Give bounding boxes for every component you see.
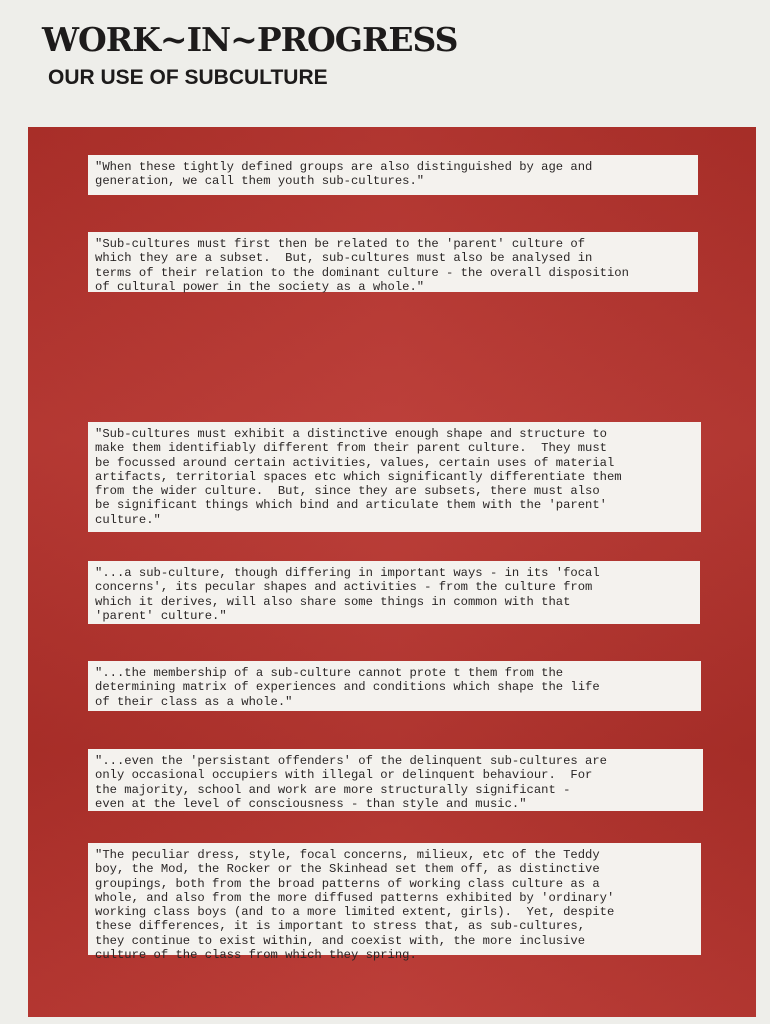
quote-card: "The peculiar dress, style, focal concerns, milieux, etc of the Teddy boy, the Mod, the Rocker or the Skinhead set them off, as distinctive groupings, both from the broad patterns of working class culture as a whole, and also from the more diffused patterns exhibited by 'ordinary' working class boys (and to a more limited extent, girls). Yet, despite these differences, it is important to stress that, as sub-cultures, they continue to exist within, and coexist with, the more inclusive culture of the class from which they spring.: [88, 843, 701, 955]
quote-card: "Sub-cultures must exhibit a distinctive enough shape and structure to make them identifiably different from their parent culture. They must be focussed around certain activities, values, certain uses of material artifacts, territorial spaces etc which significantly differentiate them from the wider culture. But, since they are subsets, there must also be significant things which bind and articulate them with the 'parent' culture.": [88, 422, 701, 532]
quote-card: "When these tightly defined groups are also distinguished by age and generation, we call them youth sub-cultures.": [88, 155, 698, 195]
quote-card: "...even the 'persistant offenders' of the delinquent sub-cultures are only occasional occupiers with illegal or delinquent behaviour. For the majority, school and work are more structurally significant - even at the level of consciousness - than style and music.": [88, 749, 703, 811]
quote-card: "Sub-cultures must first then be related to the 'parent' culture of which they are a subset. But, sub-cultures must also be analysed in terms of their relation to the dominant culture - the overall disposition of cultural power in the society as a whole.": [88, 232, 698, 292]
poster-title: WORK~IN~PROGRESS: [42, 20, 458, 59]
quote-card: "...the membership of a sub-culture cannot prote t them from the determining matrix of experiences and conditions which shape the life of their class as a whole.": [88, 661, 701, 711]
poster-subtitle: OUR USE OF SUBCULTURE: [48, 66, 328, 89]
quote-card: "...a sub-culture, though differing in important ways - in its 'focal concerns', its pecular shapes and activities - from the culture from which it derives, will also share some things in common with that 'parent' culture.": [88, 561, 700, 624]
